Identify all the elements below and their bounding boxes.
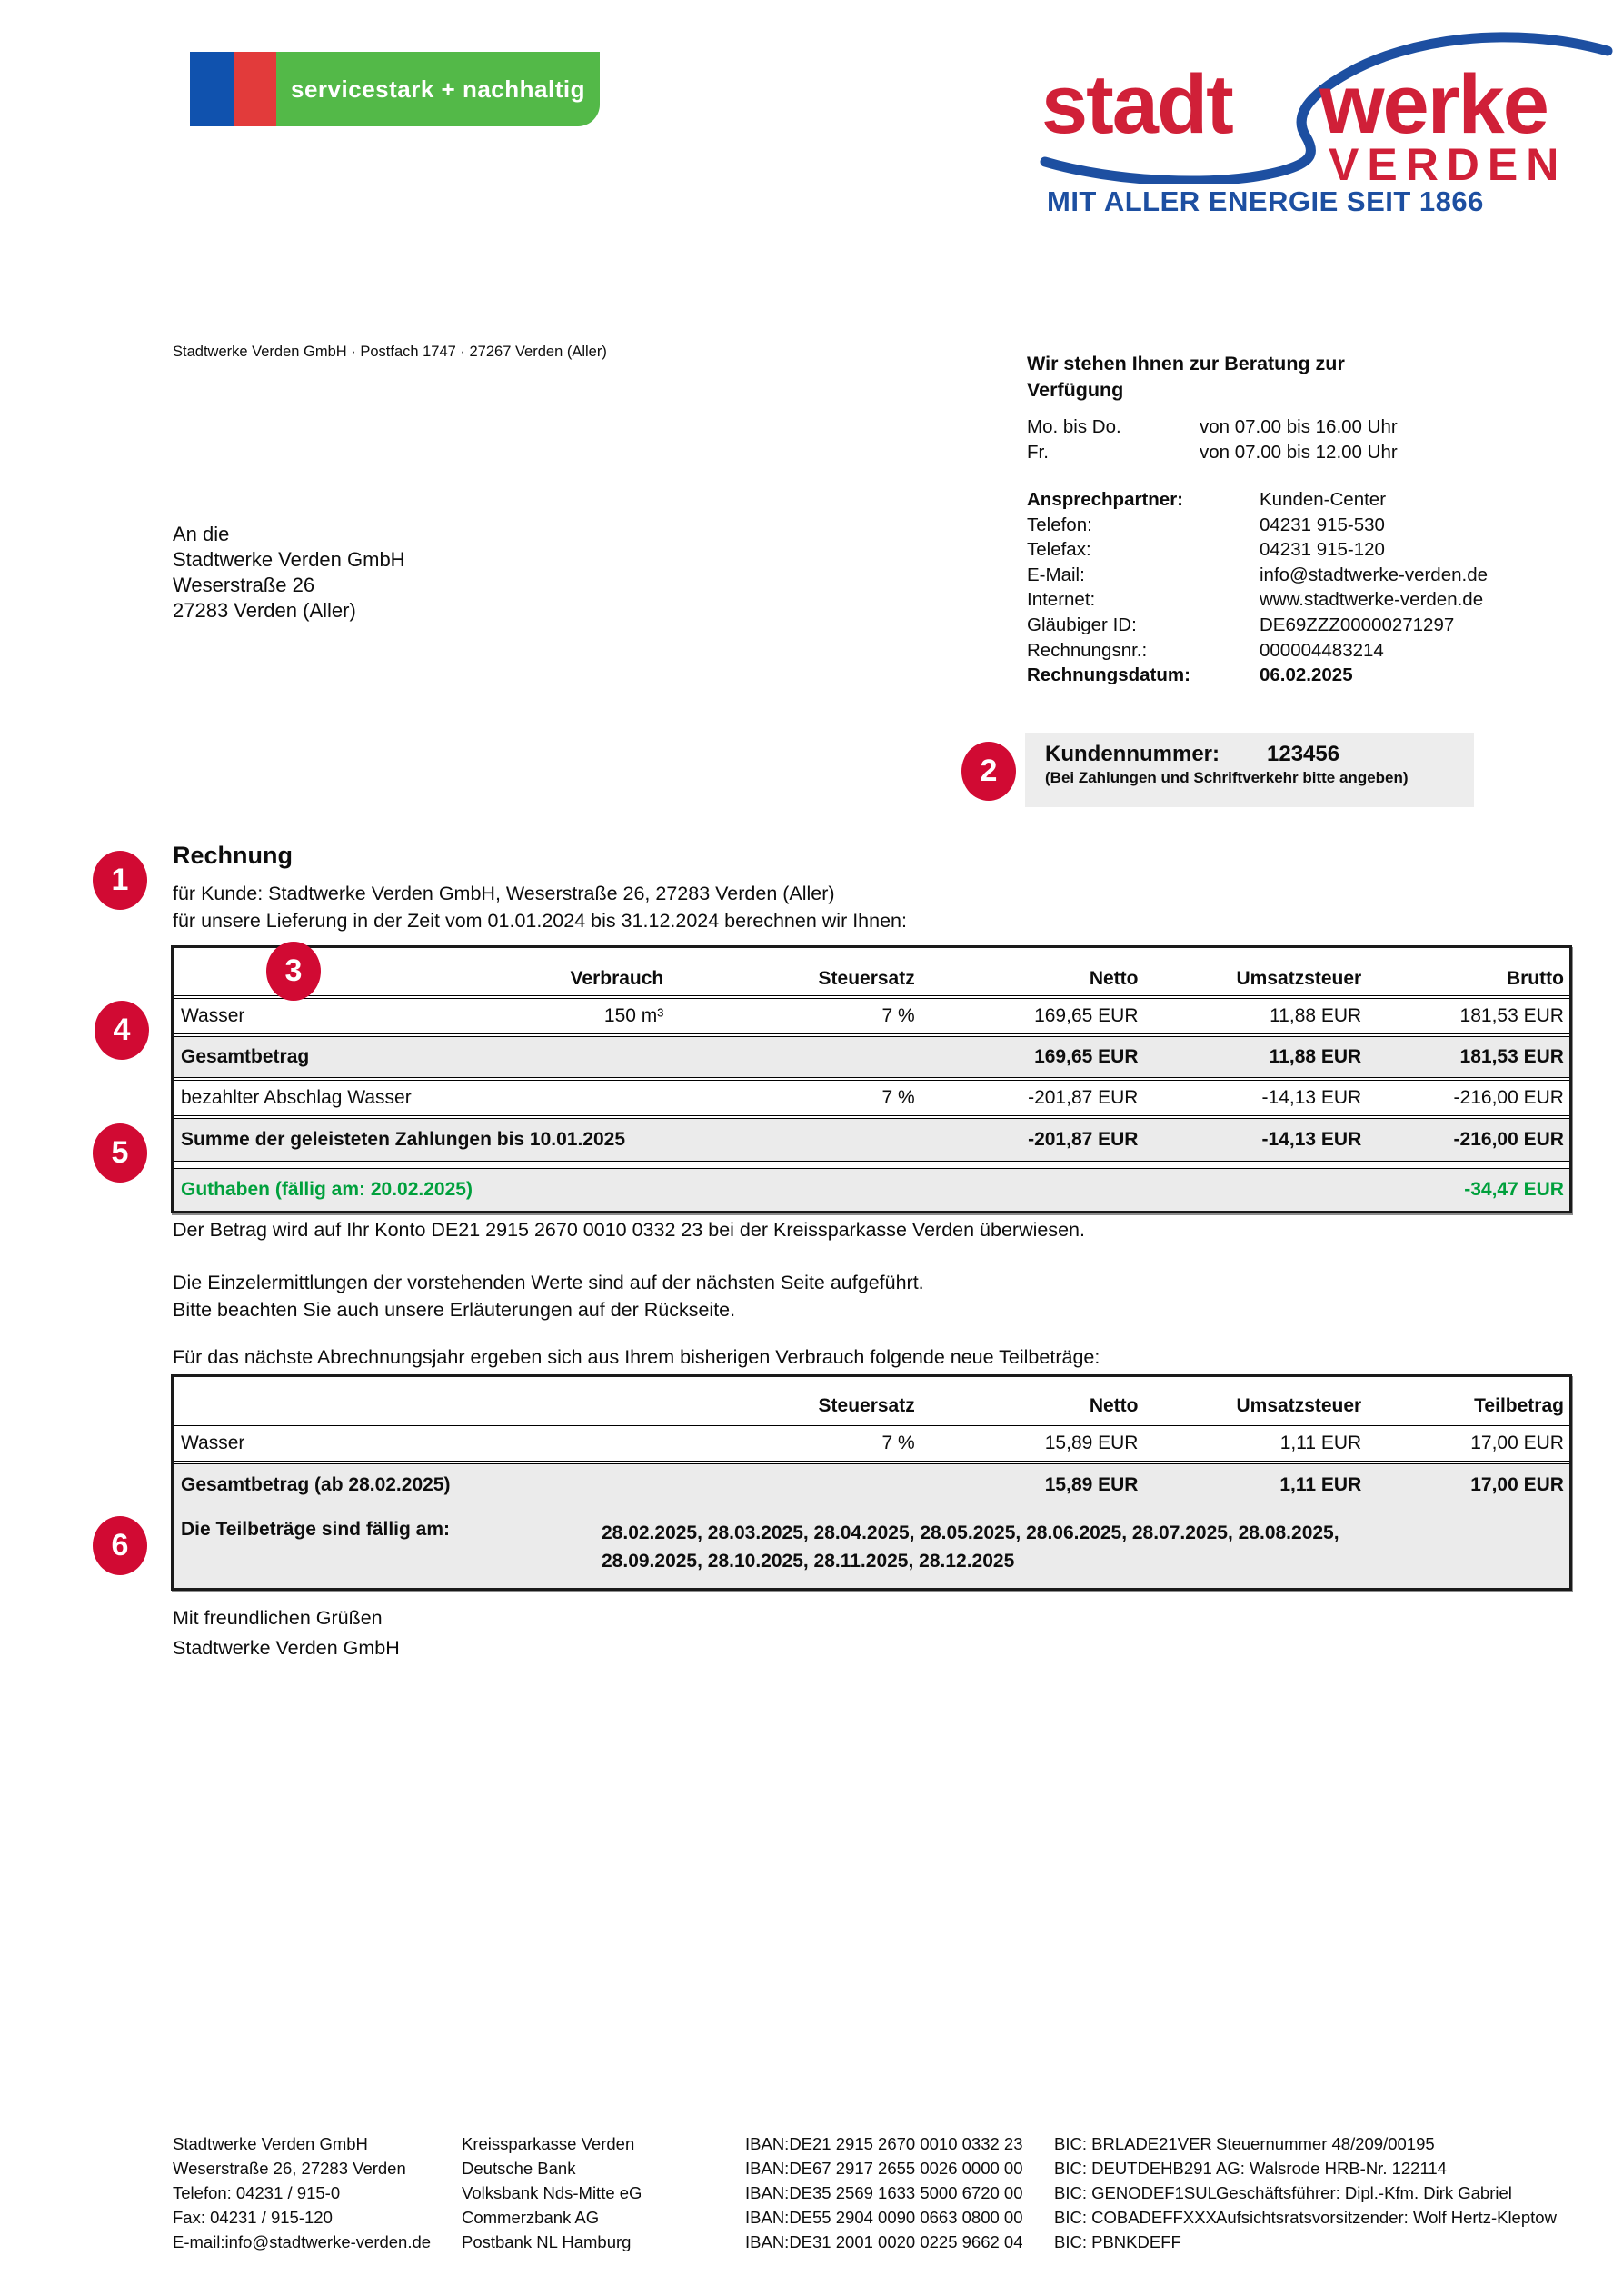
contact-row: Telefax: 04231 915-120 (1027, 539, 1385, 561)
footer-iban-column: IBAN:DE21 2915 2670 0010 0332 23 IBAN:DE67 2917 2655 0026 0000 00 IBAN:DE35 2569 1633 5000 6720 00 IBAN:DE55 2904 0090 0663 0800 00 IBAN:DE31 2001 0020 0225 9662 04 (745, 2134, 1023, 2251)
footer-legal-column: Steuernummer 48/209/00195 AG: Walsrode HRB-Nr. 122114 Geschäftsführer: Dipl.-Kfm. Dirk Gabriel Aufsichtsratsvorsitzender: Wolf Hertz-Kleptow (1216, 2134, 1557, 2227)
customer-number-value: 123456 (1267, 742, 1340, 766)
recipient-address (173, 522, 405, 624)
notes: Die Einzelermittlungen der vorstehenden Werte sind auf der nächsten Seite aufgeführt. Bitte beachten Sie auch unsere Erläuterungen auf der Rückseite. (173, 1272, 924, 1321)
contact-row: Ansprechpartner: Kunden-Center (1027, 489, 1387, 510)
invoice-title: Rechnung (173, 842, 293, 869)
table-row-gesamtbetrag: Gesamtbetrag 169,65 EUR 11,88 EUR 181,53 EUR (174, 1037, 1569, 1077)
footer-company-column: Stadtwerke Verden GmbH Weserstraße 26, 27283 Verden Telefon: 04231 / 915-0 Fax: 04231 / 915-120 E-mail:info@stadtwerke-verden.de (173, 2134, 432, 2251)
service-contact-block (1027, 351, 1623, 688)
callout-3: 3 (266, 942, 321, 1001)
logo-word-verden: VERDEN (1329, 139, 1568, 184)
claim-banner (190, 52, 600, 126)
billing-table (171, 945, 1572, 1213)
service-hours-row: Mo. bis Do. von 07.00 bis 16.00 Uhr (1027, 416, 1398, 437)
customer-number-box (1025, 733, 1474, 807)
contact-row: Internet: www.stadtwerke-verden.de (1027, 589, 1484, 611)
service-title: Wir stehen Ihnen zur Beratung zur Verfügung (1027, 353, 1345, 401)
customer-number-label: Kundennummer: (1045, 742, 1220, 766)
callout-4: 4 (95, 1001, 149, 1060)
logo-graphic (1036, 24, 1623, 184)
recipient-line: An die (173, 523, 230, 545)
logo-word-stadt: stadt (1041, 58, 1232, 151)
recipient-line: 27283 Verden (Aller) (173, 599, 356, 622)
contact-row: Rechnungsnr.: 000004483214 (1027, 639, 1384, 661)
contact-row: Gläubiger ID: DE69ZZZ00000271297 (1027, 614, 1455, 635)
sender-line: Stadtwerke Verden GmbH · Postfach 1747 · 27267 Verden (Aller) (173, 344, 607, 360)
flag-blue-block (190, 52, 234, 126)
table-row-summe: Summe der geleisteten Zahlungen bis 10.01.2025 -201,87 EUR -14,13 EUR -216,00 EUR (174, 1119, 1569, 1161)
footer-banks-column: Kreissparkasse Verden Deutsche Bank Volksbank Nds-Mitte eG Commerzbank AG Postbank NL Hamburg (462, 2134, 642, 2251)
service-hours-row: Fr. von 07.00 bis 12.00 Uhr (1027, 442, 1398, 463)
stadtwerke-verden-logo (1036, 24, 1623, 184)
flag-red-block (234, 52, 276, 126)
invoice-intro: für Kunde: Stadtwerke Verden GmbH, Weserstraße 26, 27283 Verden (Aller) für unsere Lieferung in der Zeit vom 01.01.2024 bis 31.12.2024 berechnen wir Ihnen: (173, 883, 907, 932)
next-year-intro: Für das nächste Abrechnungsjahr ergeben sich aus Ihrem bisherigen Verbrauch folgende neue Teilbeträge: (173, 1346, 1100, 1368)
callout-5: 5 (93, 1123, 147, 1183)
contact-row: Rechnungsdatum: 06.02.2025 (1027, 664, 1353, 686)
table-row-guthaben: Guthaben (fällig am: 20.02.2025) -34,47 EUR (174, 1169, 1569, 1211)
closing-block: Mit freundlichen Grüßen Stadtwerke Verden GmbH (173, 1607, 400, 1659)
due-dates-label: Die Teilbeträge sind fällig am: (181, 1519, 451, 1540)
due-dates-values: 28.02.2025, 28.03.2025, 28.04.2025, 28.05.2025, 28.06.2025, 28.07.2025, 28.08.2025, 28.09.2025, 28.10.2025, 28.11.2025, 28.12.2025 (602, 1522, 1339, 1572)
claim-banner-text: servicestark + nachhaltig (276, 52, 600, 126)
due-dates-row (174, 1506, 1569, 1588)
table-row-wasser: Wasser 150 m³ 7 % 169,65 EUR 11,88 EUR 181,53 EUR (181, 1005, 1564, 1026)
table-row-gesamtbetrag2: Gesamtbetrag (ab 28.02.2025) 15,89 EUR 1,11 EUR 17,00 EUR (181, 1474, 1564, 1495)
table-row-wasser2: Wasser 7 % 15,89 EUR 1,11 EUR 17,00 EUR (181, 1433, 1564, 1453)
footer-bic-column: BIC: BRLADE21VER BIC: DEUTDEHB291 BIC: GENODEF1SUL BIC: COBADEFFXXX BIC: PBNKDEFF (1054, 2134, 1217, 2251)
callout-2: 2 (961, 742, 1016, 801)
logo-word-werke: werke (1319, 58, 1548, 151)
contact-row: Telefon: 04231 915-530 (1027, 514, 1385, 535)
customer-number-note: (Bei Zahlungen und Schriftverkehr bitte angeben) (1045, 769, 1409, 786)
contact-row: E-Mail: info@stadtwerke-verden.de (1027, 564, 1488, 585)
recipient-line: Stadtwerke Verden GmbH (173, 548, 405, 571)
next-year-table-header: Steuersatz Netto Umsatzsteuer Teilbetrag (818, 1395, 1564, 1416)
callout-6: 6 (93, 1516, 147, 1575)
next-year-summary-block (174, 1464, 1569, 1588)
recipient-line: Weserstraße 26 (173, 574, 315, 596)
payment-note: Der Betrag wird auf Ihr Konto DE21 2915 2670 0010 0332 23 bei der Kreissparkasse Verden überwiesen. (173, 1219, 1085, 1241)
billing-table-header: Verbrauch Steuersatz Netto Umsatzsteuer Brutto (570, 968, 1564, 989)
callout-1: 1 (93, 851, 147, 910)
logo-tagline: MIT ALLER ENERGIE SEIT 1866 (1047, 185, 1484, 217)
table-row-abschlag: bezahlter Abschlag Wasser 7 % -201,87 EUR -14,13 EUR -216,00 EUR (181, 1087, 1564, 1108)
next-year-table (171, 1374, 1572, 1591)
